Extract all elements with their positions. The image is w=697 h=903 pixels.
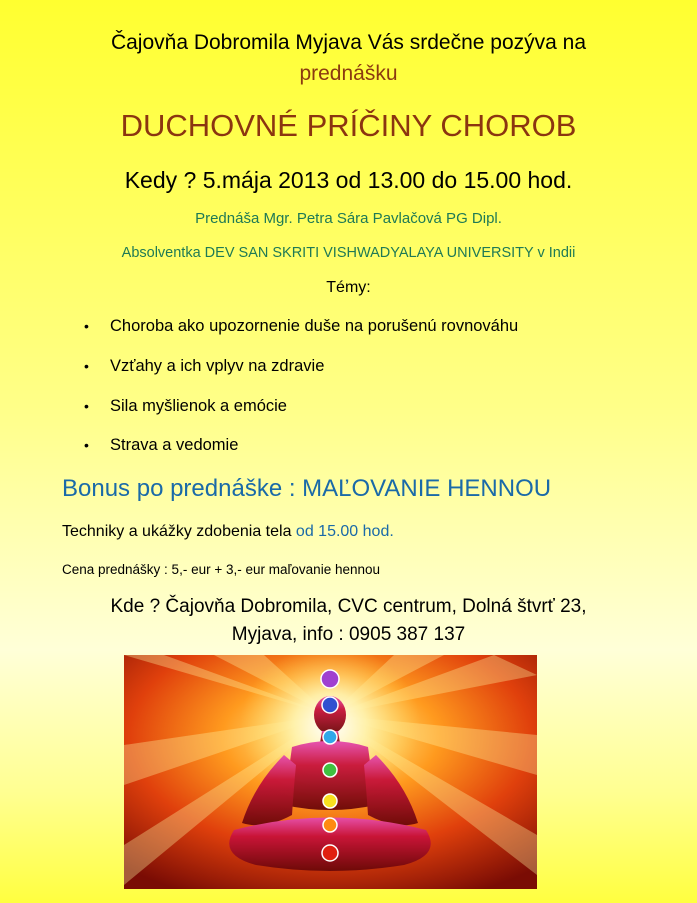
topic-text: Sila myšlienok a emócie (110, 397, 287, 415)
list-item (84, 317, 518, 336)
techniques-text: Techniky a ukážky zdobenia tela (62, 523, 296, 540)
page-title: DUCHOVNÉ PRÍČINY CHOROB (120, 108, 577, 143)
techniques-time: od 15.00 hod. (295, 523, 394, 540)
list-item (84, 436, 238, 455)
location-line-1: Kde ? Čajovňa Dobromila, CVC centrum, Dolná štvrť 23, (110, 596, 587, 617)
lecturer-credentials: Absolventka DEV SAN SKRITI VISHWADYALAYA UNIVERSITY v Indii (121, 245, 576, 261)
list-item (84, 357, 324, 376)
lecturer-line: Prednáša Mgr. Petra Sára Pavlačová PG Dipl. (195, 210, 502, 227)
price-line: Cena prednášky : 5,- eur + 3,- eur maľovanie hennou (62, 562, 381, 577)
bullet-icon: • (84, 318, 89, 334)
topic-text: Choroba ako upozornenie duše na porušenú rovnováhu (110, 317, 519, 335)
techniques-line (62, 523, 394, 541)
bullet-icon: • (84, 358, 89, 374)
topic-text: Strava a vedomie (110, 436, 239, 454)
location-line-2: Myjava, info : 0905 387 137 (231, 624, 466, 645)
topic-text: Vzťahy a ich vplyv na zdravie (110, 357, 325, 375)
lecture-word: prednášku (299, 62, 398, 85)
inviter-line: Čajovňa Dobromila Myjava Vás srdečne pozýva na (110, 31, 587, 54)
bonus-heading: Bonus po prednáške : MAĽOVANIE HENNOU (62, 475, 552, 502)
topics-heading: Témy: (326, 279, 371, 296)
bullet-icon: • (84, 437, 89, 453)
chakra-meditation-picture (124, 655, 537, 889)
bullet-icon: • (84, 398, 89, 414)
event-date-time: Kedy ? 5.mája 2013 od 13.00 do 15.00 hod. (124, 167, 573, 193)
list-item (84, 397, 287, 416)
